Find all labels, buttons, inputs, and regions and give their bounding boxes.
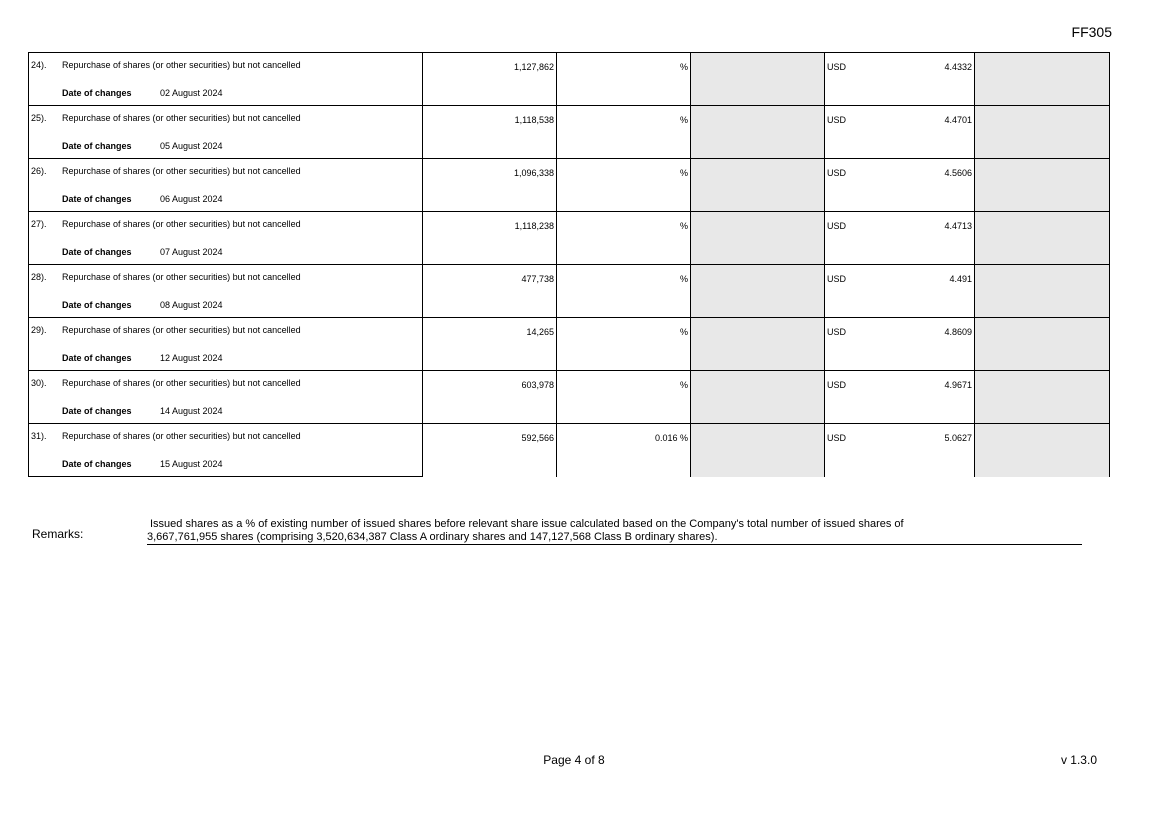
price-cell bbox=[825, 159, 975, 212]
date-label: Date of changes bbox=[62, 247, 132, 257]
shares-value: 1,118,538 bbox=[514, 115, 554, 125]
blank-gray-cell bbox=[975, 424, 1110, 477]
shares-value: 14,265 bbox=[526, 327, 554, 337]
percent-value: % bbox=[679, 168, 688, 178]
event-description: Repurchase of shares (or other securities) but not cancelled bbox=[62, 219, 301, 229]
currency-code: USD bbox=[827, 380, 847, 390]
shares-cell bbox=[423, 212, 557, 265]
shares-cell bbox=[423, 159, 557, 212]
shares-cell bbox=[423, 265, 557, 318]
date-value: 06 August 2024 bbox=[160, 194, 223, 204]
date-value: 02 August 2024 bbox=[160, 88, 223, 98]
price-cell bbox=[825, 53, 975, 106]
event-description: Repurchase of shares (or other securities) but not cancelled bbox=[62, 166, 301, 176]
blank-gray-cell bbox=[975, 212, 1110, 265]
row-number: 28). bbox=[31, 272, 47, 282]
percent-value: 0.016 % bbox=[654, 433, 688, 443]
price-cell bbox=[825, 424, 975, 477]
description-cell bbox=[29, 212, 423, 239]
blank-gray-cell bbox=[691, 159, 825, 212]
price-cell bbox=[825, 106, 975, 159]
date-value: 08 August 2024 bbox=[160, 300, 223, 310]
blank-gray-cell bbox=[691, 106, 825, 159]
shares-value: 1,118,238 bbox=[514, 221, 554, 231]
blank-gray-cell bbox=[691, 318, 825, 371]
form-code: FF305 bbox=[1071, 24, 1112, 40]
description-cell bbox=[29, 265, 423, 292]
shares-value: 1,096,338 bbox=[513, 168, 554, 178]
description-cell bbox=[29, 53, 423, 80]
shares-value: 477,738 bbox=[521, 274, 554, 284]
description-cell bbox=[29, 159, 423, 186]
event-description: Repurchase of shares (or other securities) but not cancelled bbox=[62, 325, 301, 335]
percent-cell bbox=[557, 212, 691, 265]
date-cell bbox=[29, 344, 423, 371]
date-label: Date of changes bbox=[62, 88, 132, 98]
shares-cell bbox=[423, 371, 557, 424]
table-row bbox=[29, 424, 1110, 451]
date-label: Date of changes bbox=[62, 406, 132, 416]
currency-code: USD bbox=[827, 327, 847, 337]
date-cell bbox=[29, 397, 423, 424]
row-number: 29). bbox=[31, 325, 47, 335]
price-value: 5.0627 bbox=[944, 433, 972, 443]
remarks-line-2: 3,667,761,955 shares (comprising 3,520,634,387 Class A ordinary shares and 147,127,568 Class B ordinary shares). bbox=[147, 531, 718, 543]
price-cell bbox=[825, 371, 975, 424]
price-cell bbox=[825, 318, 975, 371]
shares-cell bbox=[423, 318, 557, 371]
date-value: 07 August 2024 bbox=[160, 247, 223, 257]
table-row bbox=[29, 265, 1110, 292]
percent-cell bbox=[557, 424, 691, 477]
percent-cell bbox=[557, 318, 691, 371]
blank-gray-cell bbox=[691, 424, 825, 477]
blank-gray-cell bbox=[691, 212, 825, 265]
date-label: Date of changes bbox=[62, 459, 132, 469]
row-number: 30). bbox=[31, 378, 47, 388]
currency-code: USD bbox=[827, 433, 847, 443]
currency-code: USD bbox=[827, 115, 847, 125]
blank-gray-cell bbox=[975, 106, 1110, 159]
blank-gray-cell bbox=[691, 265, 825, 318]
date-label: Date of changes bbox=[62, 141, 132, 151]
row-number: 27). bbox=[31, 219, 47, 229]
row-number: 25). bbox=[31, 113, 47, 123]
table-row bbox=[29, 371, 1110, 398]
date-label: Date of changes bbox=[62, 353, 132, 363]
blank-gray-cell bbox=[691, 53, 825, 106]
table-row bbox=[29, 212, 1110, 239]
percent-value: % bbox=[679, 380, 688, 390]
date-label: Date of changes bbox=[62, 300, 132, 310]
shares-value: 1,127,862 bbox=[513, 62, 554, 72]
event-description: Repurchase of shares (or other securities) but not cancelled bbox=[62, 272, 301, 282]
table-row bbox=[29, 53, 1110, 80]
price-value: 4.4332 bbox=[944, 62, 972, 72]
shares-cell bbox=[423, 424, 557, 477]
shares-cell bbox=[423, 106, 557, 159]
blank-gray-cell bbox=[975, 53, 1110, 106]
price-value: 4.4701 bbox=[944, 115, 972, 125]
date-value: 15 August 2024 bbox=[160, 459, 223, 469]
percent-value: % bbox=[679, 221, 688, 231]
date-value: 14 August 2024 bbox=[160, 406, 223, 416]
shares-value: 603,978 bbox=[521, 380, 554, 390]
date-label: Date of changes bbox=[62, 194, 132, 204]
row-number: 24). bbox=[31, 60, 47, 70]
currency-code: USD bbox=[827, 62, 847, 72]
blank-gray-cell bbox=[975, 159, 1110, 212]
percent-value: % bbox=[679, 274, 688, 284]
event-description: Repurchase of shares (or other securities) but not cancelled bbox=[62, 378, 301, 388]
percent-cell bbox=[557, 371, 691, 424]
version-label: v 1.3.0 bbox=[1060, 753, 1097, 767]
price-value: 4.491 bbox=[949, 274, 972, 284]
date-cell bbox=[29, 79, 423, 106]
date-value: 05 August 2024 bbox=[160, 141, 223, 151]
price-value: 4.8609 bbox=[944, 327, 972, 337]
event-description: Repurchase of shares (or other securities) but not cancelled bbox=[62, 431, 301, 441]
table-row bbox=[29, 159, 1110, 186]
shares-cell bbox=[423, 53, 557, 106]
blank-gray-cell bbox=[975, 371, 1110, 424]
remarks-line-1: Issued shares as a % of existing number of issued shares before relevant share issue calculated based on the Company's total number of issued shares of bbox=[150, 518, 904, 530]
event-description: Repurchase of shares (or other securities) but not cancelled bbox=[62, 113, 301, 123]
percent-value: % bbox=[679, 62, 688, 72]
percent-cell bbox=[557, 53, 691, 106]
blank-gray-cell bbox=[975, 318, 1110, 371]
table-body bbox=[29, 53, 1110, 477]
description-cell bbox=[29, 106, 423, 133]
description-cell bbox=[29, 424, 423, 451]
price-cell bbox=[825, 212, 975, 265]
price-value: 4.4713 bbox=[944, 221, 972, 231]
date-cell bbox=[29, 238, 423, 265]
description-cell bbox=[29, 371, 423, 398]
date-cell bbox=[29, 132, 423, 159]
shares-value: 592,566 bbox=[521, 433, 554, 443]
remarks-text bbox=[147, 518, 1082, 545]
description-cell bbox=[29, 318, 423, 345]
date-cell bbox=[29, 291, 423, 318]
remarks-label: Remarks: bbox=[32, 527, 84, 541]
date-cell bbox=[29, 450, 423, 477]
currency-code: USD bbox=[827, 274, 847, 284]
row-number: 31). bbox=[31, 431, 47, 441]
date-value: 12 August 2024 bbox=[160, 353, 223, 363]
percent-cell bbox=[557, 106, 691, 159]
row-number: 26). bbox=[31, 166, 47, 176]
share-repurchase-table bbox=[28, 52, 1110, 477]
price-value: 4.5606 bbox=[944, 168, 972, 178]
percent-value: % bbox=[679, 327, 688, 337]
blank-gray-cell bbox=[691, 371, 825, 424]
price-value: 4.9671 bbox=[944, 380, 972, 390]
currency-code: USD bbox=[827, 168, 847, 178]
date-cell bbox=[29, 185, 423, 212]
blank-gray-cell bbox=[975, 265, 1110, 318]
page-number: Page 4 of 8 bbox=[543, 753, 605, 767]
event-description: Repurchase of shares (or other securities) but not cancelled bbox=[62, 60, 301, 70]
percent-cell bbox=[557, 265, 691, 318]
table-row bbox=[29, 318, 1110, 345]
currency-code: USD bbox=[827, 221, 847, 231]
price-cell bbox=[825, 265, 975, 318]
percent-cell bbox=[557, 159, 691, 212]
table-row bbox=[29, 106, 1110, 133]
percent-value: % bbox=[679, 115, 688, 125]
